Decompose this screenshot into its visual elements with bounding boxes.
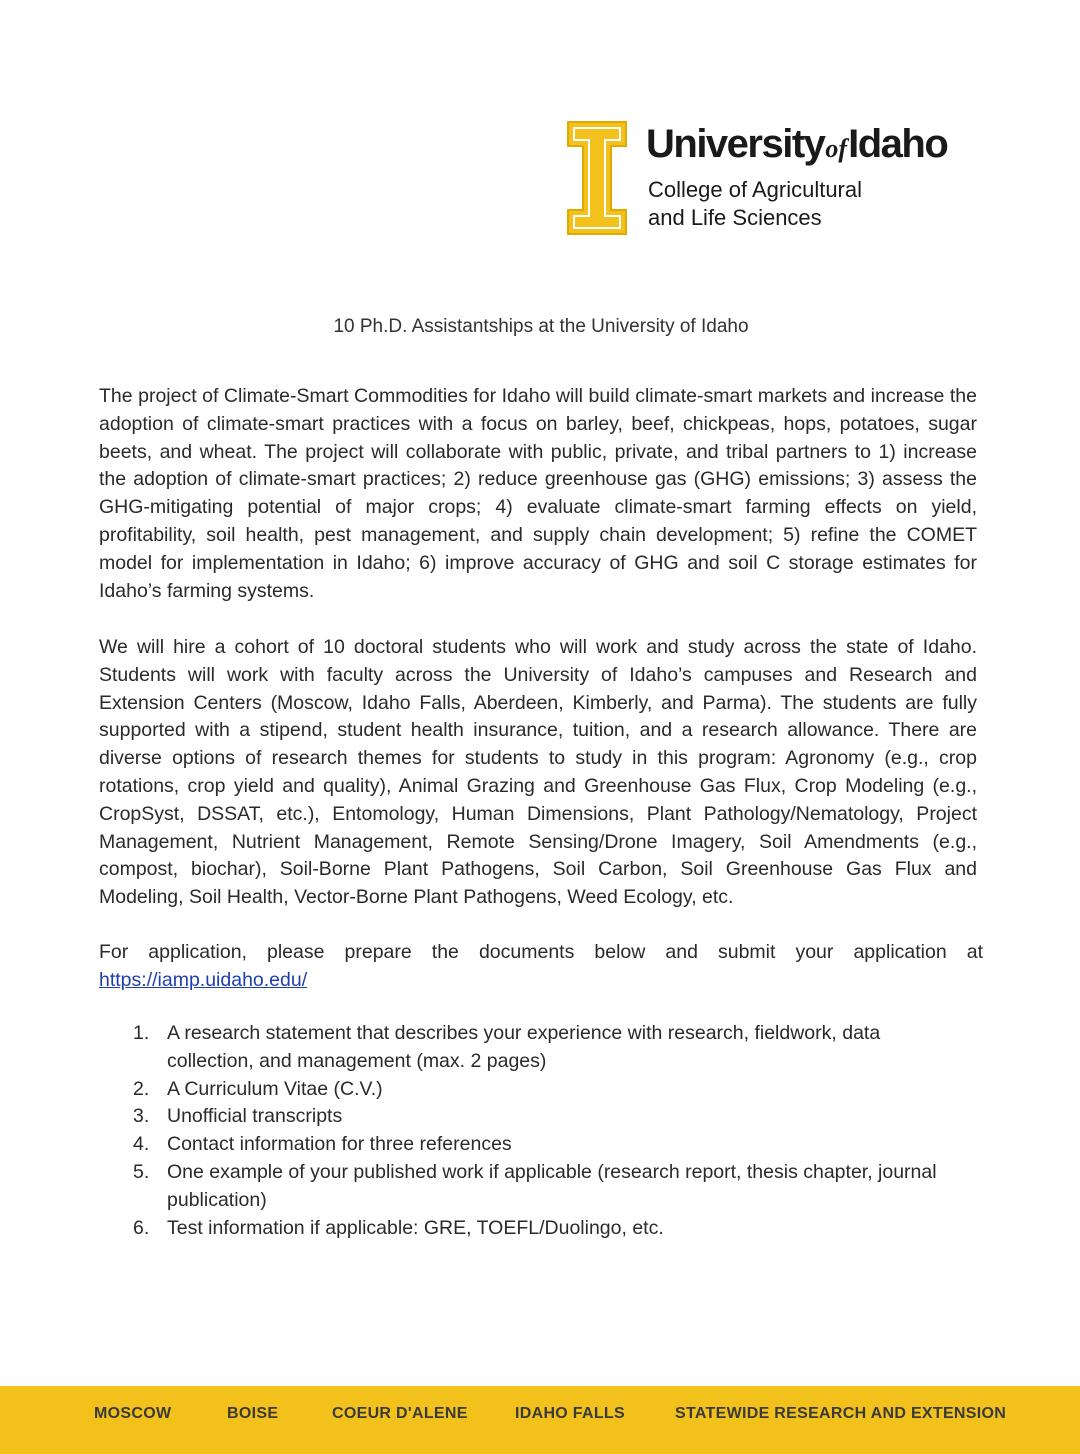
list-item [99,1020,949,1076]
list-item [99,1131,949,1159]
list-item [99,1159,949,1215]
application-paragraph [99,939,983,995]
list-item-number: 6. [133,1216,150,1239]
list-item-text: One example of your published work if applicable (research report, thesis chapter, journal publication) [167,1160,937,1211]
footer-location-statewide: STATEWIDE RESEARCH AND EXTENSION [675,1405,1007,1422]
list-item-text: Test information if applicable: GRE, TOEFL/Duolingo, etc. [167,1216,664,1239]
application-link[interactable]: https://iamp.uidaho.edu/ [99,968,308,991]
footer-location-boise: BOISE [227,1405,279,1422]
list-item-text: Contact information for three references [167,1133,512,1156]
list-item-number: 1. [133,1022,150,1044]
intro-paragraph: The project of Climate-Smart Commodities for Idaho will build climate-smart markets and increase the adoption of climate-smart practices with a focus on barley, beef, chickpeas, hops, potatoes, sugar beets, and wheat. The project will collaborate with public, private, and tribal partners to 1) increase the adoption of climate-smart practices; 2) reduce greenhouse gas (GHG) emissions; 3) assess the GHG-mitigating potential of major crops; 4) evaluate climate-smart farming effects on yield, profitability, soil health, pest management, and supply chain development; 5) refine the COMET model for implementation in Idaho; 6) improve accuracy of GHG and soil C storage estimates for Idaho’s farming systems. [99,385,977,602]
college-line-1: College of Agricultural [648,177,863,202]
list-item-text: Unofficial transcripts [167,1105,343,1128]
list-item [99,1215,949,1243]
college-name [648,176,862,232]
list-item [99,1103,949,1131]
logo-name-of: of [825,134,848,163]
footer-location-idaho-falls: IDAHO FALLS [515,1405,625,1422]
list-item-text: A Curriculum Vitae (C.V.) [167,1077,383,1100]
block-i-logo-icon [566,120,628,236]
list-item-text: A research statement that describes your experience with research, fieldwork, data collection, and management (max. 2 pages) [167,1022,881,1072]
requirements-list [99,1020,949,1242]
list-item-number: 3. [133,1105,150,1128]
list-item-number: 4. [133,1133,150,1156]
list-item-number: 2. [133,1077,150,1100]
college-line-2: and Life Sciences [648,205,822,230]
list-item [99,1076,949,1104]
list-item-number: 5. [133,1160,150,1183]
university-name [646,124,947,164]
application-text: For application, please prepare the documents below and submit your application at [99,941,983,963]
university-logo [566,120,996,238]
footer-location-moscow: MOSCOW [94,1405,172,1422]
logo-name-university: University [646,122,825,166]
footer-bar [0,1386,1080,1454]
footer-location-coeur-dalene: COEUR D'ALENE [332,1405,468,1422]
logo-name-idaho: Idaho [848,122,948,166]
hiring-paragraph: We will hire a cohort of 10 doctoral students who will work and study across the state of Idaho. Students will work with faculty across the University of Idaho’s campuses and Research and Extension Centers (Moscow, Idaho Falls, Aberdeen, Kimberly, and Parma). The students are fully supported with a stipend, student health insurance, tuition, and a research allowance. There are diverse options of research themes for students to study in this program: Agronomy (e.g., crop rotations, crop yield and quality), Animal Grazing and Greenhouse Gas Flux, Crop Modeling (e.g., CropSyst, DSSAT, etc.), Entomology, Human Dimensions, Plant Pathology/Nematology, Project Management, Nutrient Management, Remote Sensing/Drone Imagery, Soil Amendments (e.g., compost, biochar), Soil-Borne Plant Pathogens, Soil Carbon, Soil Greenhouse Gas Flux and Modeling, Soil Health, Vector-Borne Plant Pathogens, Weed Ecology, etc. [99,636,977,909]
document-title: 10 Ph.D. Assistantships at the University of Idaho [333,316,749,337]
